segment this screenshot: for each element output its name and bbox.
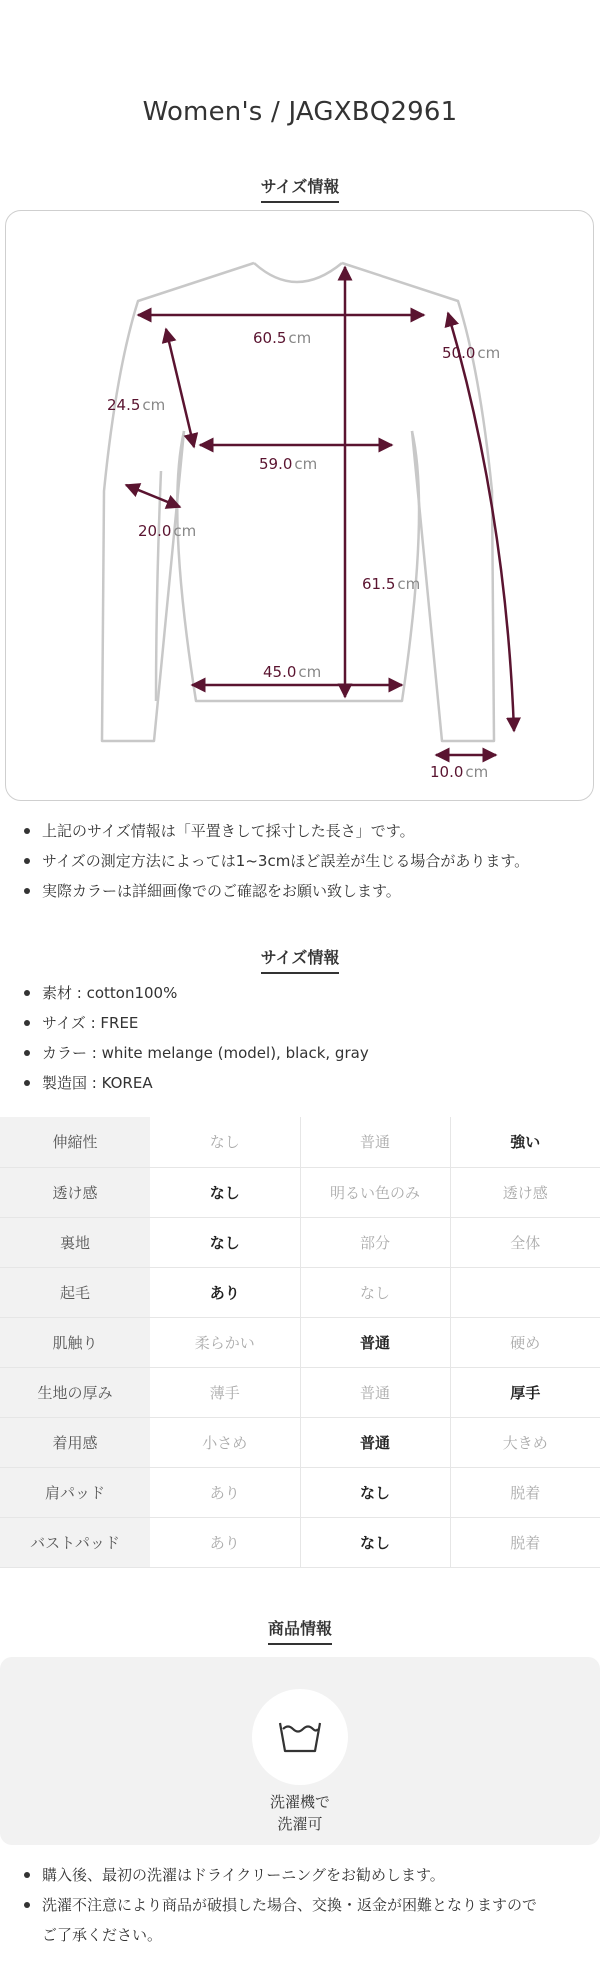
attribute-name: 着用感 <box>0 1417 150 1467</box>
attribute-table <box>0 1117 600 1568</box>
attribute-option: 部分 <box>300 1217 450 1267</box>
product-notes <box>22 1860 582 1950</box>
table-row <box>0 1467 600 1517</box>
dim-sleeve-width: 20.0 cm <box>138 522 197 540</box>
product-info-heading-label: 商品情報 <box>268 1616 332 1645</box>
washing-machine-icon <box>252 1689 348 1785</box>
attribute-option: 全体 <box>450 1217 600 1267</box>
care-label-line1: 洗濯機で <box>269 1793 330 1811</box>
care-panel <box>0 1657 600 1845</box>
care-label <box>0 1791 600 1835</box>
attribute-option: なし <box>300 1517 450 1567</box>
table-row <box>0 1367 600 1417</box>
dim-length: 61.5 cm <box>362 575 421 593</box>
list-item-continuation: ご了承ください。 <box>42 1926 163 1944</box>
attribute-name: 生地の厚み <box>0 1367 150 1417</box>
attribute-option: 普通 <box>300 1417 450 1467</box>
attribute-option: なし <box>150 1167 300 1217</box>
list-item: 製造国 : KOREA <box>22 1068 582 1098</box>
table-row <box>0 1267 600 1317</box>
list-item: 上記のサイズ情報は「平置きして採寸した長さ」です。 <box>22 816 582 846</box>
attribute-option: あり <box>150 1517 300 1567</box>
attribute-option: 小さめ <box>150 1417 300 1467</box>
list-item: サイズ : FREE <box>22 1008 582 1038</box>
attribute-option: 普通 <box>300 1367 450 1417</box>
attribute-option: 透け感 <box>450 1167 600 1217</box>
size-info-heading <box>0 174 600 203</box>
spec-list <box>22 978 582 1098</box>
dim-sleeve: 50.0 cm <box>442 344 501 362</box>
attribute-name: 裏地 <box>0 1217 150 1267</box>
list-item: 購入後、最初の洗濯はドライクリーニングをお勧めします。 <box>22 1860 582 1890</box>
attribute-option: なし <box>150 1117 300 1167</box>
attribute-name: バストパッド <box>0 1517 150 1567</box>
attribute-option: 強い <box>450 1117 600 1167</box>
attribute-name: 伸縮性 <box>0 1117 150 1167</box>
list-item: 洗濯不注意により商品が破損した場合、交換・返金が困難となりますので <box>22 1890 582 1920</box>
attribute-option: あり <box>150 1267 300 1317</box>
attribute-name: 肩パッド <box>0 1467 150 1517</box>
table-row <box>0 1517 600 1567</box>
attribute-name: 透け感 <box>0 1167 150 1217</box>
attribute-option <box>450 1267 600 1317</box>
care-label-line2: 洗濯可 <box>277 1815 323 1833</box>
attribute-option: 脱着 <box>450 1467 600 1517</box>
attribute-option: 脱着 <box>450 1517 600 1567</box>
product-info-heading <box>0 1616 600 1645</box>
attribute-option: なし <box>300 1467 450 1517</box>
table-row <box>0 1167 600 1217</box>
page-title: Women's / JAGXBQ2961 <box>142 97 458 127</box>
attribute-option: 大きめ <box>450 1417 600 1467</box>
list-item: カラー : white melange (model), black, gray <box>22 1038 582 1068</box>
attribute-option: 普通 <box>300 1317 450 1367</box>
garment-outline <box>6 211 595 802</box>
attribute-option: あり <box>150 1467 300 1517</box>
table-row <box>0 1417 600 1467</box>
attribute-option: 普通 <box>300 1117 450 1167</box>
list-item: 素材 : cotton100% <box>22 978 582 1008</box>
attribute-option: 明るい色のみ <box>300 1167 450 1217</box>
dim-chest: 59.0 cm <box>259 455 318 473</box>
attribute-option: 柔らかい <box>150 1317 300 1367</box>
list-item: サイズの測定方法によっては1~3cmほど誤差が生じる場合があります。 <box>22 846 582 876</box>
list-item: 実際カラーは詳細画像でのご確認をお願い致します。 <box>22 876 582 906</box>
table-row <box>0 1317 600 1367</box>
spec-heading-label: サイズ情報 <box>261 945 340 974</box>
table-row <box>0 1117 600 1167</box>
attribute-option: なし <box>300 1267 450 1317</box>
size-info-heading-label: サイズ情報 <box>261 174 340 203</box>
attribute-name: 肌触り <box>0 1317 150 1367</box>
attribute-name: 起毛 <box>0 1267 150 1317</box>
dim-hem: 45.0 cm <box>263 663 322 681</box>
size-diagram <box>5 210 594 801</box>
dim-armhole: 24.5 cm <box>107 396 166 414</box>
dim-cuff: 10.0 cm <box>430 763 489 781</box>
size-notes <box>22 816 582 906</box>
care-icon-circle <box>252 1689 348 1785</box>
attribute-option: 厚手 <box>450 1367 600 1417</box>
spec-heading <box>0 945 600 974</box>
attribute-option: なし <box>150 1217 300 1267</box>
attribute-option: 硬め <box>450 1317 600 1367</box>
dim-chest-top: 60.5 cm <box>253 329 312 347</box>
attribute-option: 薄手 <box>150 1367 300 1417</box>
table-row <box>0 1217 600 1267</box>
